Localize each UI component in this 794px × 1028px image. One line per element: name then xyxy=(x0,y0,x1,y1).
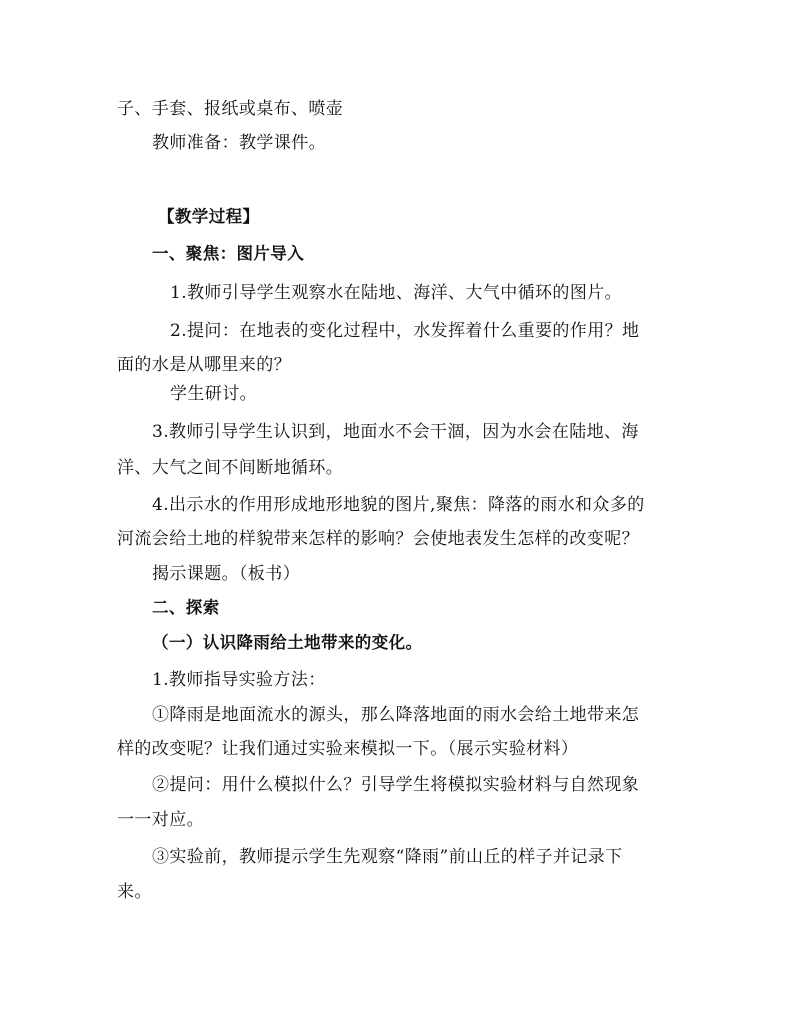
text-line: 揭示课题。（板书） xyxy=(152,564,301,584)
section-heading: 一、聚焦：图片导入 xyxy=(152,244,305,263)
text-line: 来。 xyxy=(117,882,152,902)
text-line: 4.出示水的作用形成地形地貌的图片,聚焦：降落的雨水和众多的 xyxy=(152,495,645,515)
section-heading: 二、探索 xyxy=(152,598,220,617)
text-line: 洋、大气之间不间断地循环。 xyxy=(117,458,344,478)
text-line: 面的水是从哪里来的？ xyxy=(117,355,291,375)
text-line: 一一对应。 xyxy=(117,810,204,830)
text-line: ②提问：用什么模拟什么？引导学生将模拟实验材料与自然现象 xyxy=(152,775,640,795)
text-line: 学生研讨。 xyxy=(170,384,257,404)
text-line: 教师准备：教学课件。 xyxy=(152,133,326,153)
text-line: 样的改变呢？让我们通过实验来模拟一下。（展示实验材料） xyxy=(117,739,579,759)
text-line: 1.教师引导学生观察水在陆地、海洋、大气中循环的图片。 xyxy=(170,283,623,303)
text-line: 1.教师指导实验方法： xyxy=(152,670,326,690)
text-line: 子、手套、报纸或桌布、喷壶 xyxy=(117,99,344,119)
text-line: ③实验前，教师提示学生先观察“降雨”前山丘的样子并记录下 xyxy=(152,847,623,867)
subsection-heading: （一）认识降雨给土地带来的变化。 xyxy=(152,633,423,652)
section-heading: 【教学过程】 xyxy=(158,207,260,226)
text-line: 河流会给土地的样貌带来怎样的影响？会使地表发生怎样的改变呢？ xyxy=(117,529,639,549)
text-line: ①降雨是地面流水的源头，那么降落地面的雨水会给土地带来怎 xyxy=(152,705,640,725)
text-line: 3.教师引导学生认识到，地面水不会干涸，因为水会在陆地、海 xyxy=(152,422,639,442)
text-line: 2.提问：在地表的变化过程中，水发挥着什么重要的作用？地 xyxy=(170,321,640,341)
